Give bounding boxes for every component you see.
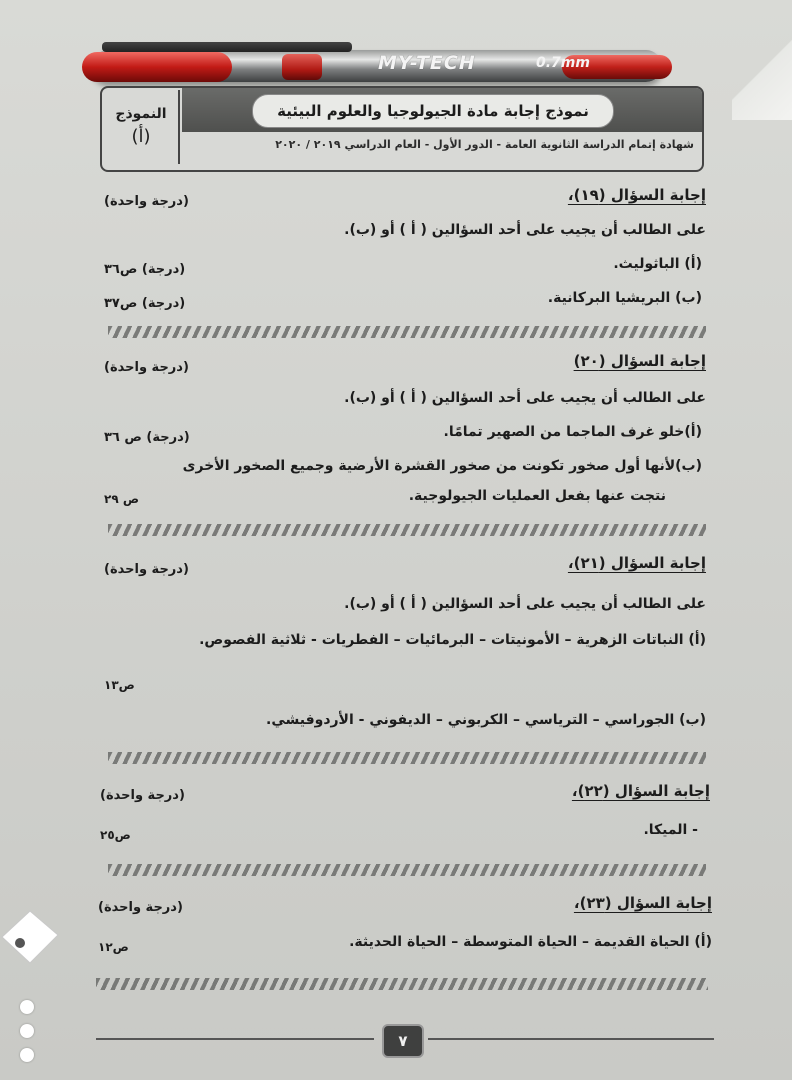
question-19-instruction: على الطالب أن يجيب على أحد السؤالين ( أ ) أو (ب).: [344, 222, 706, 238]
question-21-answer-a: (أ) النباتات الزهرية – الأمونيتات – البرمائيات – الفطريات - ثلاثية الفصوص.: [199, 632, 706, 648]
pen-size: 0.7mm: [536, 55, 590, 71]
more-vertical-icon[interactable]: [16, 1000, 40, 1064]
model-code: (أ): [131, 126, 151, 147]
more-dot: [20, 1048, 34, 1062]
question-21-title: إجابة السؤال (٢١)،: [567, 554, 706, 572]
question-20-ref-a: (درجة) ص ٣٦: [104, 430, 190, 445]
question-19-ref-b: (درجة) ص٣٧: [104, 296, 186, 311]
question-19-answer-b: (ب) البريشيا البركانية.: [547, 290, 702, 306]
question-19-answer-a: (أ) الباثوليث.: [613, 256, 702, 272]
header-title: نموذج إجابة مادة الجيولوجيا والعلوم البيئية: [252, 94, 614, 128]
question-22-answer: - الميكا.: [643, 822, 698, 838]
question-20-grade: (درجة واحدة): [104, 360, 189, 375]
question-20-instruction: على الطالب أن يجيب على أحد السؤالين ( أ ) أو (ب).: [344, 390, 706, 406]
question-22-title: إجابة السؤال (٢٢)،: [571, 782, 710, 800]
question-21-ref-a: ص١٣: [104, 678, 135, 692]
question-20-answer-b-line2: نتجت عنها بفعل العمليات الجيولوجية.: [408, 488, 666, 504]
question-21-grade: (درجة واحدة): [104, 562, 189, 577]
tag-icon[interactable]: [0, 905, 62, 967]
footer-line-left: [96, 1038, 374, 1040]
divider: [96, 978, 708, 990]
divider: [108, 326, 706, 338]
divider: [108, 524, 706, 536]
question-20-answer-a: (أ)خلو غرف الماجما من الصهير تمامًا.: [443, 424, 702, 440]
question-19-ref-a: (درجة) ص٣٦: [104, 262, 186, 277]
question-20-title: إجابة السؤال (٢٠): [573, 352, 706, 370]
question-23-grade: (درجة واحدة): [98, 900, 183, 915]
question-20-ref-b: ص ٢٩: [104, 492, 139, 506]
question-22-grade: (درجة واحدة): [100, 788, 185, 803]
pen-brand: MY-TECH: [378, 52, 476, 74]
more-dot: [20, 1000, 34, 1014]
question-19-grade: (درجة واحدة): [104, 194, 189, 209]
question-21-instruction: على الطالب أن يجيب على أحد السؤالين ( أ ) أو (ب).: [344, 596, 706, 612]
question-23-ref: ص١٢: [98, 940, 129, 954]
divider: [108, 752, 706, 764]
question-23-answer: (أ) الحياة القديمة – الحياة المتوسطة – الحياة الحديثة.: [349, 934, 712, 950]
header-subtitle: شهادة إتمام الدراسة الثانوية العامة - الدور الأول - العام الدراسي ٢٠١٩ / ٢٠٢٠: [275, 138, 694, 151]
divider: [108, 864, 706, 876]
footer-line-right: [428, 1038, 714, 1040]
model-label: النموذج: [115, 106, 167, 122]
question-22-ref: ص٢٥: [100, 828, 131, 842]
question-19-title: إجابة السؤال (١٩)،: [567, 186, 706, 204]
page-number: ٧: [382, 1024, 424, 1058]
more-dot: [20, 1024, 34, 1038]
question-20-answer-b-line1: (ب)لأنها أول صخور تكونت من صخور القشرة الأرضية وجميع الصخور الأخرى: [182, 458, 702, 474]
question-23-title: إجابة السؤال (٢٣)،: [573, 894, 712, 912]
question-21-answer-b: (ب) الجوراسي – الترياسي – الكربوني – الديفوني - الأردوفيشي.: [266, 712, 706, 728]
